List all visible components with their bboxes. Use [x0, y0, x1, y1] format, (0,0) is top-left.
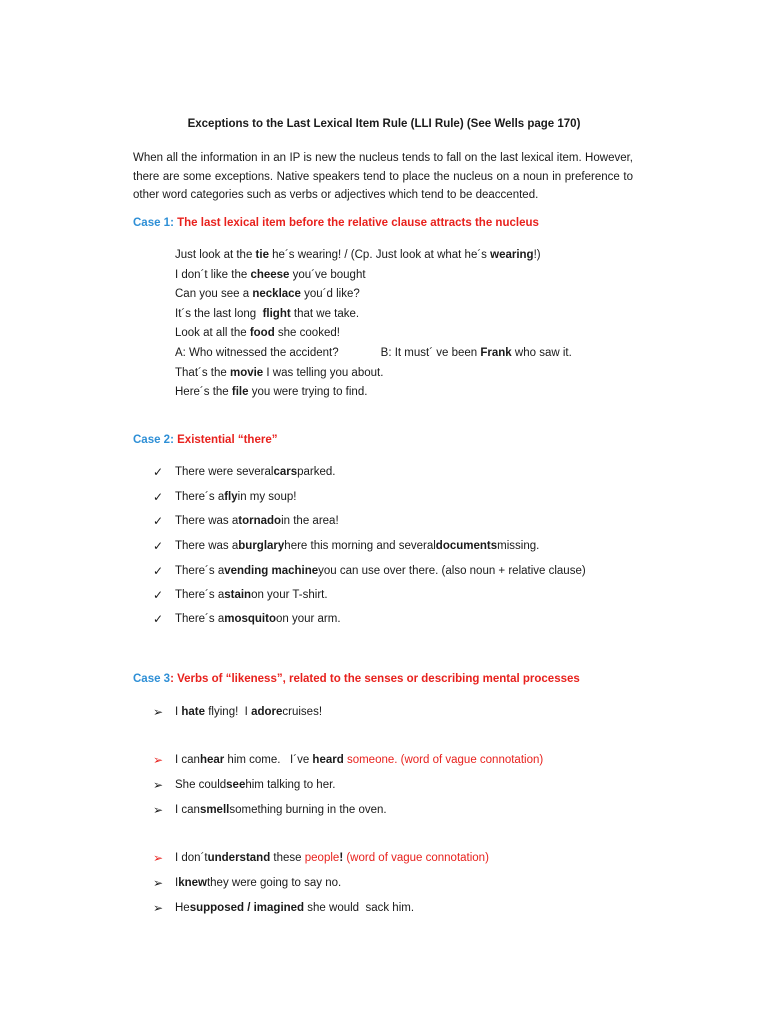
arrow-bullet-icon: ➢	[153, 876, 164, 890]
list-item: ✓ There was a tornado in the area!	[153, 514, 339, 528]
arrow-bullet-icon: ➢	[153, 705, 164, 719]
case1-label: Case 1:	[133, 217, 174, 229]
example-line: It´s the last long flight that we take.	[175, 307, 360, 320]
checkmark-icon: ✓	[153, 514, 164, 528]
list-item: ✓ There´s a stain on your T-shirt.	[153, 588, 328, 602]
case1-heading	[133, 217, 539, 229]
intro-paragraph: When all the information in an IP is new the nucleus tends to fall on the last lexical item. However, there are some exceptions. Native speakers tend to place the nucleus on a noun in preference to other word categories such as verbs or adjectives which tend to be deaccented.	[133, 152, 633, 201]
arrow-bullet-icon: ➢	[153, 851, 164, 865]
example-line: I don´t like the cheese you´ve bought	[175, 268, 366, 281]
document-title: Exceptions to the Last Lexical Item Rule (LLI Rule) (See Wells page 170)	[187, 118, 581, 130]
example-line: A: Who witnessed the accident? B: It must´ ve been Frank who saw it.	[175, 346, 572, 359]
case1-examples	[175, 246, 635, 403]
example-line: Can you see a necklace you´d like?	[175, 288, 360, 301]
case3-label: Case 3	[133, 673, 171, 685]
case1-heading-text: The last lexical item before the relative clause attracts the nucleus	[177, 217, 539, 229]
arrow-bullet-icon: ➢	[153, 778, 164, 792]
list-item: ➢ I can hear him come. I´ve heard someone. (word of vague connotation)	[153, 753, 544, 767]
list-item: ➢ I knew they were going to say no.	[153, 876, 342, 890]
arrow-bullet-icon: ➢	[153, 753, 164, 767]
example-line: Look at all the food she cooked!	[175, 327, 340, 340]
list-item: ✓ There´s a fly in my soup!	[153, 490, 297, 504]
list-item: ➢ He supposed / imagined she would sack him.	[153, 901, 415, 915]
case3-heading-text: : Verbs of “likeness”, related to the senses or describing mental processes	[170, 673, 580, 685]
list-item: ➢ I can smell something burning in the oven.	[153, 803, 387, 817]
case3-heading	[133, 673, 580, 685]
case2-heading	[133, 434, 277, 446]
case2-heading-text: Existential “there”	[177, 434, 278, 446]
list-item: ✓ There was a burglary here this morning and several documents missing.	[153, 539, 540, 553]
example-line: Just look at the tie he´s wearing! / (Cp. Just look at what he´s wearing!)	[175, 249, 541, 261]
list-item: ➢ I hate flying! I adore cruises!	[153, 705, 323, 719]
list-item: ✓ There´s a vending machine you can use over there. (also noun + relative clause)	[153, 564, 586, 578]
list-item: ➢ I don´t understand these people ! (word of vague connotation)	[153, 851, 489, 865]
checkmark-icon: ✓	[153, 465, 164, 479]
list-item: ➢ She could see him talking to her.	[153, 778, 336, 792]
arrow-bullet-icon: ➢	[153, 803, 164, 817]
list-item: ✓ There´s a mosquito on your arm.	[153, 612, 341, 626]
checkmark-icon: ✓	[153, 490, 164, 504]
example-line: That´s the movie I was telling you about.	[175, 366, 384, 379]
list-item: ✓ There were several cars parked.	[153, 465, 336, 479]
case2-label: Case 2:	[133, 434, 174, 446]
arrow-bullet-icon: ➢	[153, 901, 164, 915]
checkmark-icon: ✓	[153, 539, 164, 553]
checkmark-icon: ✓	[153, 564, 164, 578]
example-line: Here´s the file you were trying to find.	[175, 386, 368, 399]
checkmark-icon: ✓	[153, 612, 164, 626]
checkmark-icon: ✓	[153, 588, 164, 602]
